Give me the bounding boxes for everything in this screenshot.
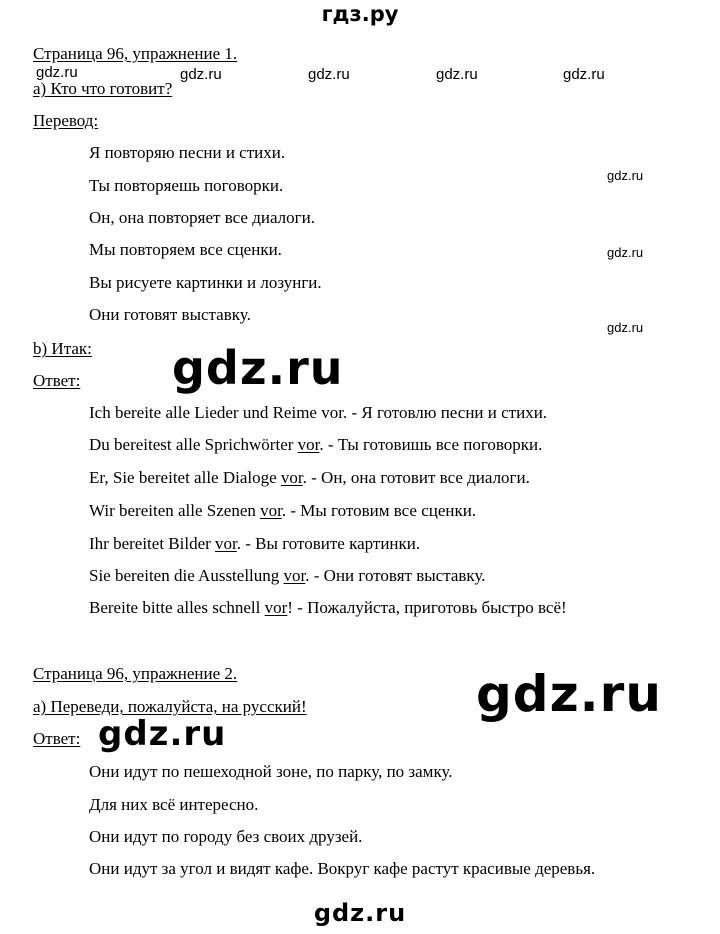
answer-text: Sie bereiten die Ausstellung — [89, 566, 284, 585]
translation-label: Перевод: — [33, 111, 99, 130]
watermark-logo: gdz.ru — [476, 665, 662, 723]
answer-text: Bereite bitte alles schnell — [89, 598, 265, 617]
translation-line: Он, она повторяет все диалоги. — [89, 208, 315, 227]
answer-line — [89, 534, 420, 554]
watermark-logo: gdz.ru — [98, 714, 227, 754]
translation-line: Ты повторяешь поговорки. — [89, 176, 284, 195]
answer-line — [89, 435, 542, 455]
watermark-logo: gdz.ru — [563, 66, 605, 83]
underlined-word: vor — [260, 501, 282, 520]
site-header: гдз.ру — [321, 2, 399, 26]
underlined-word: vor — [297, 435, 320, 454]
answer-label: Ответ: — [33, 371, 81, 390]
section1-part-a: а) Кто что готовит? — [33, 79, 173, 98]
answer-line: Они идут по городу без своих друзей. — [89, 827, 363, 846]
answer-label: Ответ: — [33, 729, 81, 748]
translation-line: Я повторяю песни и стихи. — [89, 143, 286, 162]
answer-text: Wir bereiten alle Szenen — [89, 501, 261, 520]
watermark-logo: gdz.ru — [172, 341, 344, 395]
answer-text: Du bereitest alle Sprichwörter — [89, 435, 298, 454]
translation-line: Они готовят выставку. — [89, 305, 251, 324]
watermark-logo: gdz.ru — [607, 245, 644, 260]
answer-text: . - Вы готовите картинки. — [236, 534, 421, 553]
section1-part-b: b) Итак: — [33, 339, 92, 358]
translation-line: Мы повторяем все сценки. — [89, 240, 282, 259]
answer-text: Er, Sie bereitet alle Dialoge — [89, 468, 281, 487]
watermark-logo: gdz.ru — [180, 66, 222, 83]
answer-line: Для них всё интересно. — [89, 795, 259, 814]
watermark-logo: gdz.ru — [607, 168, 644, 183]
translation-line: Вы рисуете картинки и лозунги. — [89, 273, 322, 292]
section2-part-a: а) Переведи, пожалуйста, на русский! — [33, 697, 307, 716]
answer-text: . - Они готовят выставку. — [305, 566, 486, 585]
watermark-logo: gdz.ru — [36, 64, 78, 81]
underlined-word: vor — [280, 468, 303, 487]
underlined-word: vor — [264, 598, 288, 617]
section2-title: Страница 96, упражнение 2. — [33, 664, 238, 683]
watermark-logo: gdz.ru — [313, 899, 407, 927]
answer-text: . - Он, она готовит все диалоги. — [302, 468, 530, 487]
answer-line — [89, 501, 476, 521]
watermark-logo: gdz.ru — [308, 66, 350, 83]
watermark-logo: gdz.ru — [607, 320, 644, 335]
answer-text: . - Ты готовишь все поговорки. — [319, 435, 543, 454]
answer-text: . - Мы готовим все сценки. — [281, 501, 477, 520]
answer-line — [89, 598, 567, 618]
answer-text: ! - Пожалуйста, приготовь быстро всё! — [287, 598, 567, 617]
answer-line — [89, 403, 547, 423]
answer-text: Ihr bereitet Bilder — [89, 534, 216, 553]
answer-line: Они идут по пешеходной зоне, по парку, по замку. — [89, 762, 453, 781]
answer-text: Ich bereite alle Lieder und Reime vor. - Я готовлю песни и стихи. — [89, 403, 548, 422]
underlined-word: vor — [215, 534, 237, 553]
underlined-word: vor — [283, 566, 306, 585]
watermark-logo: gdz.ru — [436, 66, 478, 83]
answer-line: Они идут за угол и видят кафе. Вокруг кафе растут красивые деревья. — [89, 859, 596, 878]
section1-title: Страница 96, упражнение 1. — [33, 44, 238, 63]
answer-line — [89, 566, 486, 586]
answer-line — [89, 468, 530, 488]
